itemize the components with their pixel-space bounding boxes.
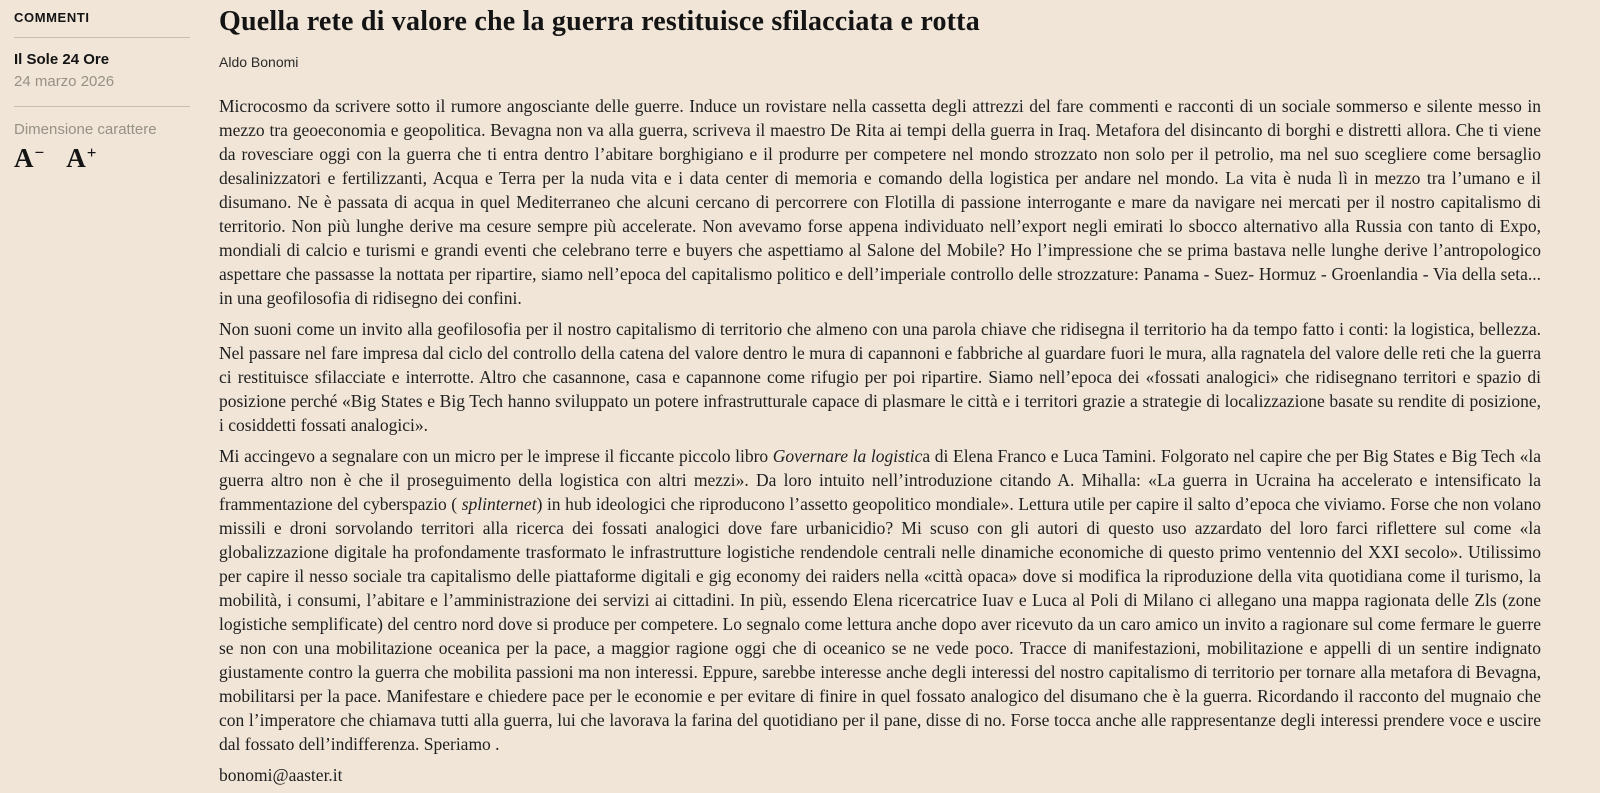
publication-date: 24 marzo 2026 — [14, 73, 115, 90]
sidebar-divider — [14, 37, 190, 38]
section-label: COMMENTI — [14, 10, 90, 25]
author-email: bonomi@aaster.it — [219, 765, 343, 785]
sidebar — [14, 10, 190, 172]
font-size-controls — [14, 144, 190, 172]
font-decrease-button[interactable]: A− — [14, 143, 45, 173]
article-main — [219, 6, 1541, 787]
article-title: Quella rete di valore che la guerra restituisce sfilacciata e rotta — [219, 6, 980, 37]
article-paragraph: Non suoni come un invito alla geofilosofia per il nostro capitalismo di territorio che almeno con una parola chiave che ridisegna il territorio ha da tempo fatto i conti: la logistica, bellezza. Nel passare nel fare impresa dal ciclo del controllo della catena del valore dentro le mura di capannoni e fabbriche al guardare fuori le mura, alla ragnatela del valore delle reti che la guerra ci restituisce sfilacciate e interrotte. Altro che casannone, casa e capannone come rifugio per poi ripartire. Siamo nell’epoca dei «fossati analogici» che ridisegnano territori e spazio di posizione perché «Big States e Big Tech hanno sviluppato un potere infrastrutturale capace di plasmare le città e i territori grazie a strategie di localizzazione basate su rendite di posizione, i cosiddetti fossati analogici». — [219, 319, 1541, 435]
article-paragraph: Microcosmo da scrivere sotto il rumore angosciante delle guerre. Induce un rovistare nella cassetta degli attrezzi del fare commenti e racconti di un sociale sommerso e silente messo in mezzo tra geoeconomia e geopolitica. Bevagna non va alla guerra, scriveva il maestro De Rita ai tempi della guerra in Iraq. Metafora del disincanto di borghi e distretti allora. Che ti viene da rovesciare oggi con la guerra che ti entra dentro l’abitare borghigiano e il produrre per competere nel mondo strozzato non solo per il petrolio, ma nel suo scegliere come bersaglio desalinizzatori e fertilizzanti, Acqua e Terra per la nuda vita e i data center di memoria e comando della logistica per andare nel mondo. La vita è nuda lì in mezzo tra l’umano e il disumano. Ne è passata di acqua in quel Mediterraneo che alcuni cercano di percorrere con Flotilla di passione interrogante e mare da navigare nei mercati per il nostro capitalismo di territorio. Non più lunghe derive ma cesure sempre più accelerate. Non avevamo forse appena individuato nell’export negli emirati lo sbocco alternativo alla Russia con tanto di Expo, mondiali di calcio e turismi e grandi eventi che celebrano terre e buyers che aspettiamo al Salone del Mobile? Ho l’impressione che se prima bastava nelle lunghe derive l’antropologico aspettare che passasse la nottata per ripartire, siamo nell’epoca del capitalismo politico e dell’imperiale controllo delle strozzature: Panama - Suez- Hormuz - Groenlandia - Via della seta... in una geofilosofia di ridisegno dei confini. — [219, 96, 1541, 308]
article-author: Aldo Bonomi — [219, 54, 299, 70]
plus-icon: + — [86, 143, 97, 162]
minus-icon: − — [34, 143, 45, 162]
sidebar-divider — [14, 106, 190, 107]
article-body — [219, 94, 1541, 756]
font-size-label: Dimensione carattere — [14, 121, 157, 138]
source-name: Il Sole 24 Ore — [14, 51, 110, 68]
font-increase-button[interactable]: A+ — [66, 143, 97, 173]
article-paragraph: Mi accingevo a segnalare con un micro per le imprese il ficcante piccolo libro Governare la logistica di Elena Franco e Luca Tamini. Folgorato nel capire che per Big States e Big Tech «la guerra altro non è che il proseguimento della logistica con altri mezzi». Da loro intuito nell’introduzione citando A. Mihalla: «La guerra in Ucraina ha accelerato e intensificato la frammentazione del cyberspazio ( splinternet) in hub ideologici che riproducono l’assetto geopolitico mondiale». Lettura utile per capire il salto d’epoca che viviamo. Forse che non volano missili e droni sorvolando territori alla ricerca dei fossati analogici dove fare urbanicidio? Mi scuso con gli autori di questo uso azzardato del loro farci riflettere sul come «la globalizzazione digitale ha profondamente trasformato le infrastrutture logistiche rendendole centrali nelle dinamiche economiche di questo primo ventennio del XXI secolo». Utilissimo per capire il nesso sociale tra capitalismo delle piattaforme digitali e gig economy dei raiders nella «città opaca» dove si modifica la riproduzione della vita quotidiana come il turismo, la mobilità, i consumi, l’abitare e l’amministrazione dei servizi ai cittadini. In più, essendo Elena ricercatrice Iuav e Luca al Poli di Milano ci allegano una mappa ragionata delle Zls (zone logistiche semplificate) del centro nord dove si produce per competere. Lo segnalo come lettura anche dopo aver ricevuto da un caro amico un invito a ragionare sul come fermare le guerre se non con una mobilitazione oceanica per la pace, a maggior ragione oggi che di oceanico se ne vede poco. Tracce di manifestazioni, mobilitazione e appelli di un sentire indignato giustamente contro la guerra che mobilita passioni ma non interessi. Eppure, sarebbe interesse anche degli interessi del nostro capitalismo di territorio per tornare alla metafora di Bevagna, mobilitarsi per la pace. Manifestare e chiedere pace per le economie e per evitare di finire in quel fossato analogico del disumano che è la guerra. Ricordando il racconto del mugnaio che con l’imperatore che chiamava tutti alla guerra, lui che lavorava la farina del quotidiano per il pane, disse di no. Forse tocca anche alle rappresentanze degli interessi prendere voce e uscire dal fossato dell’indifferenza. Speriamo . — [219, 446, 1541, 754]
